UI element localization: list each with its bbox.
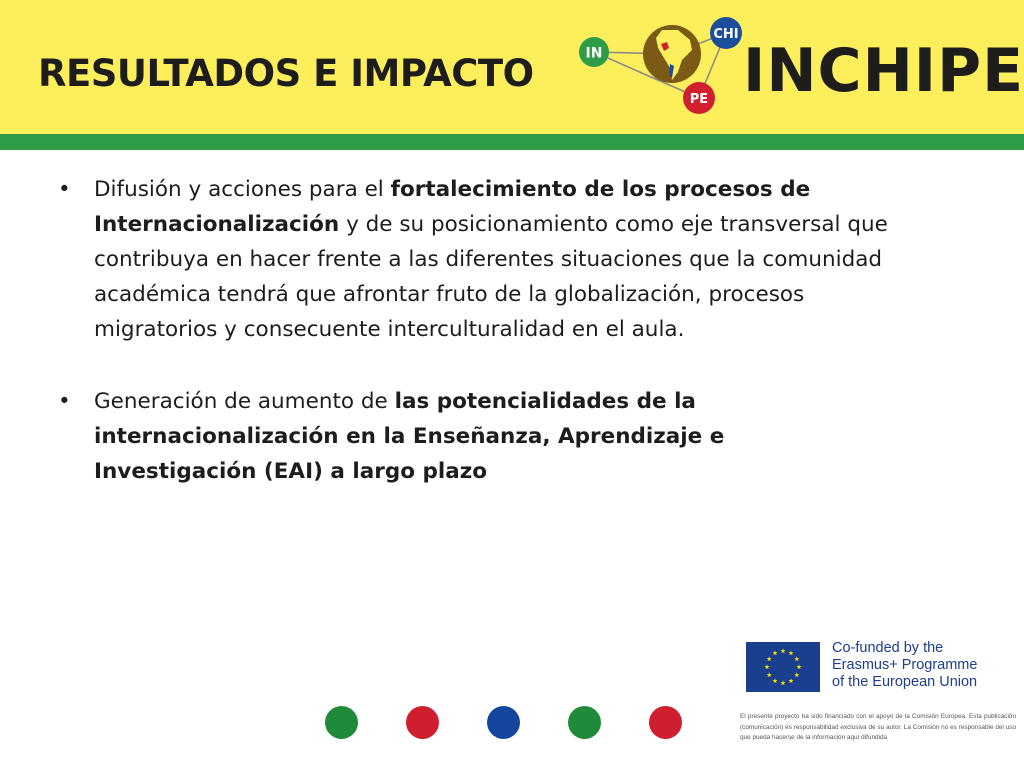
eu-cofunding-text [832, 640, 977, 691]
dot-green [325, 706, 358, 739]
node-chi-label: CHI [713, 27, 739, 42]
bullet-marker: • [58, 389, 71, 414]
node-in-label: IN [585, 45, 603, 62]
bullet-item [58, 384, 888, 489]
bullet-item [58, 172, 888, 347]
page-title: RESULTADOS E IMPACTO [38, 52, 534, 95]
dot-green [568, 706, 601, 739]
dot-blue [487, 706, 520, 739]
bullet-text: Difusión y acciones para el [94, 177, 391, 202]
eu-text-line: of the European Union [832, 674, 978, 690]
bullet-list [58, 172, 888, 489]
eu-disclaimer: El presente proyecto ha sido financiado con el apoyo de la Comisión Europea. Esta publicación (comunicación) es responsabilidad exclusiva de su autor. La Comisión no es responsable del uso que pueda hacerse de la información aquí difundida [740, 713, 1016, 741]
header-divider [0, 134, 1024, 150]
dot-red [406, 706, 439, 739]
eu-flag-icon [746, 642, 820, 692]
bullet-text-bold: las potencialidades de la internacionalización en la Enseñanza, Aprendizaje e Investigación (EAI) a largo plazo [94, 389, 725, 484]
bullet-text-bold: fortalecimiento de los procesos de Internacionalización [94, 177, 811, 237]
bullet-text: y de su posicionamiento como eje transversal que contribuya en hacer frente a las diferentes situaciones que la comunidad académica tendrá que afrontar fruto de la globalización, procesos migratorios y consecuente interculturalidad en el aula. [94, 212, 888, 342]
node-pe-label: PE [689, 92, 709, 107]
inchipe-logo-graphic [574, 8, 754, 124]
inchipe-wordmark: INCHIPE [743, 36, 1024, 106]
eu-text-line: Erasmus+ Programme [832, 657, 978, 673]
eu-cofunding-block [746, 640, 1006, 696]
dot-red [649, 706, 682, 739]
decorative-dots [325, 706, 685, 740]
eu-text-line: Co-funded by the [832, 640, 944, 656]
bullet-text: Generación de aumento de [94, 389, 395, 414]
bullet-marker: • [58, 177, 71, 202]
